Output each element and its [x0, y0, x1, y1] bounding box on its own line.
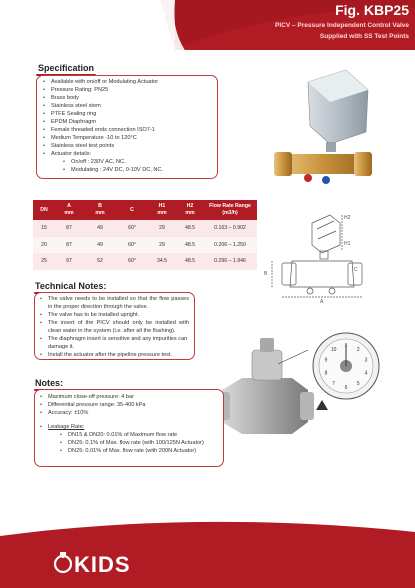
notes-heading: Notes: — [35, 378, 64, 388]
spec-item: • Stainless steel test points — [43, 142, 211, 150]
note-item: • Maximum close-off pressure: 4 bar — [40, 393, 218, 401]
dial-number: 1 — [344, 343, 348, 349]
spec-item: • Pressure Rating: PN25 — [43, 86, 211, 94]
drawing-label: C — [354, 267, 358, 273]
spec-item: • Available with on/off or Modulating Actuator — [43, 78, 211, 86]
leakage-item: • DN25: 0.01% of Max. flow rate (with 200N Actuator) — [40, 447, 218, 455]
technical-note: • The diaphragm insert is sensitive and any impurities can damage it. — [40, 335, 189, 351]
dial-number: 6 — [344, 385, 348, 391]
technical-note: • Install the actuator after the pipeline pressure test. — [40, 351, 189, 359]
leakage-item: • DN25: 0.1% of Max. flow rate (with 100/125N Actuator) — [40, 439, 218, 447]
col-header-h2: H2 mm — [177, 200, 203, 220]
col-header-flow: Flow Rate Range (m3/h) — [203, 200, 257, 220]
dimensions-table — [33, 200, 257, 270]
brand-logo-text: KIDS — [74, 552, 131, 577]
dial-number: 8 — [324, 370, 328, 377]
dimension-drawing — [262, 205, 374, 305]
spec-item: • Brass body — [43, 94, 211, 102]
col-header-c: C — [117, 200, 147, 220]
product-subtitle: PICV – Pressure Independent Control Valve — [274, 22, 409, 29]
actuator-valve-image — [268, 62, 378, 192]
valve-dial-image — [212, 330, 387, 440]
spec-sub-item: • On/off : 230V AC, NC. — [43, 158, 211, 166]
dial-number: 4 — [364, 370, 368, 377]
spec-item: • Actuator details: — [43, 150, 211, 158]
product-title: Fig. KBP25 — [335, 2, 409, 18]
table-row: 25 97 52 60° 34.5 48.5 0.296 – 1.946 — [33, 253, 257, 270]
footer-swoosh — [0, 512, 415, 552]
technical-note: • The insert of the PICV should only be installed with clean water in the system (i.e. after all the flushing). — [40, 319, 189, 335]
technical-notes-box — [34, 292, 195, 360]
note-item: • Differential pressure range: 35-400 kPa — [40, 401, 218, 409]
leakage-heading: • Leakage Rate: — [40, 423, 218, 431]
drawing-label: H2 — [344, 215, 351, 221]
leakage-item: • DN15 & DN20: 0.01% of Maximum flow rate — [40, 431, 218, 439]
dial-number: 10 — [330, 347, 337, 353]
dial-number: 5 — [356, 381, 360, 387]
notes-box — [34, 389, 224, 467]
technical-note: • The valve needs to be installed so that the flow passes in the proper direction through the valve. — [40, 295, 189, 311]
drawing-label: A — [320, 299, 324, 305]
dial-number: 3 — [364, 357, 368, 364]
col-header-h1: H1 mm — [147, 200, 177, 220]
kids-logo-icon — [52, 550, 74, 574]
technical-notes-heading: Technical Notes: — [35, 281, 107, 291]
dial-number: 7 — [332, 381, 336, 387]
col-header-a: A mm — [55, 200, 83, 220]
col-header-b: B mm — [83, 200, 117, 220]
spec-item: • Medium Temperature -10 to 120°C — [43, 134, 211, 142]
spec-item: • EPDM Diaphragm — [43, 118, 211, 126]
dial-number: 2 — [356, 347, 360, 353]
spec-sub-item: • Modulating : 24V DC, 0-10V DC, NC. — [43, 166, 211, 174]
specification-box — [36, 75, 218, 179]
pressure-rating-label: PN25 — [392, 44, 409, 51]
specification-heading: Specification — [38, 63, 95, 73]
product-feature: Supplied with SS Test Points — [319, 33, 409, 40]
technical-note: • The valve has to be installed upright. — [40, 311, 189, 319]
spec-item: • Female threaded ends connection ISO7-1 — [43, 126, 211, 134]
table-row: 15 87 49 60° 29 48.5 0.163 – 0.902 — [33, 220, 257, 237]
drawing-label: B — [264, 271, 268, 277]
dial-number: 9 — [324, 357, 328, 364]
col-header-dn: DN — [33, 200, 55, 220]
table-row: 20 87 49 60° 29 48.5 0.206 – 1.250 — [33, 237, 257, 254]
note-item: • Accuracy: ±10% — [40, 409, 218, 417]
drawing-label: H1 — [344, 241, 351, 247]
spec-item: • PTFE Sealing ring — [43, 110, 211, 118]
spec-item: • Stainless steel stem — [43, 102, 211, 110]
